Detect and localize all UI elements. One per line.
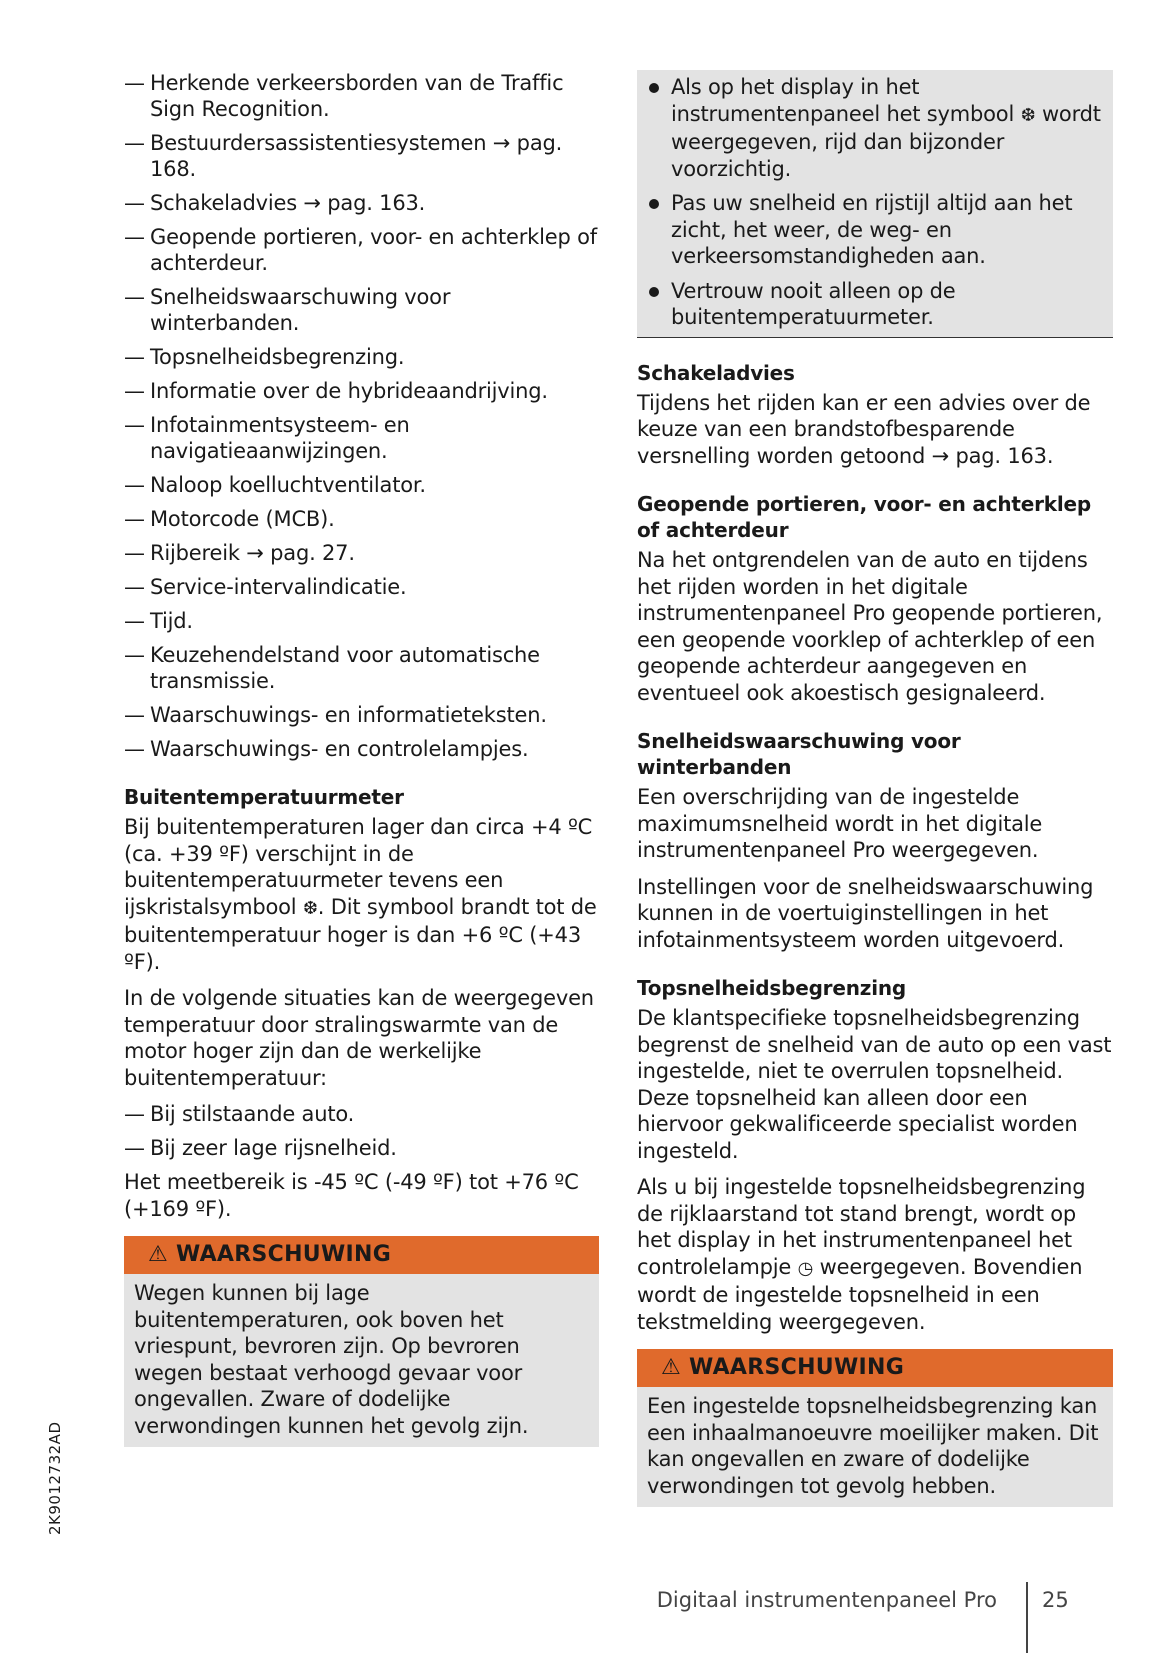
bullet-icon xyxy=(649,287,659,297)
footer-divider xyxy=(1026,1582,1028,1653)
list-item: — Bestuurdersassistentiesystemen → pag. 168. xyxy=(124,130,599,182)
outside-temp-heading: Buitentemperatuurmeter xyxy=(124,785,404,809)
list-item: — Infotainmentsysteem- en navigatieaanwijzingen. xyxy=(124,412,599,464)
list-item: — Waarschuwings- en controlelampjes. xyxy=(124,736,599,762)
list-item: — Topsnelheidsbegrenzing. xyxy=(124,344,599,370)
list-item: — Rijbereik → pag. 27. xyxy=(124,540,599,566)
top-speed-heading: Topsnelheidsbegrenzing xyxy=(637,976,906,1000)
warning-triangle-icon: ⚠ xyxy=(148,1242,169,1267)
list-item: — Snelheidswaarschuwing voor winterbanden. xyxy=(124,284,599,336)
outside-temp-paragraph-3: Het meetbereik is -45 ºC (-49 ºF) tot +76 ºC (+169 ºF). xyxy=(124,1170,579,1221)
top-speed-paragraph-1: De klantspecifieke topsnelheidsbegrenzing begrenst de snelheid van de auto op een vast ingestelde, niet te overrulen topsnelheid. Deze topsnelheid kan alleen door een hiervoor gekwalificeerde specialist worden ingesteld. xyxy=(637,1006,1112,1163)
shift-advice-text: Tijdens het rijden kan er een advies over de keuze van een brandstofbesparende versnelling worden getoond → pag. 163. xyxy=(637,390,1091,468)
list-item: — Bij stilstaande auto. xyxy=(124,1101,599,1127)
list-item: — Service-intervalindicatie. xyxy=(124,574,599,600)
conditions-list xyxy=(124,1101,599,1161)
warning-box-ice xyxy=(124,1236,599,1447)
list-item: — Naloop koelluchtventilator. xyxy=(124,472,599,498)
list-item: — Informatie over de hybrideaandrijving. xyxy=(124,378,599,404)
list-item: — Bij zeer lage rijsnelheid. xyxy=(124,1135,599,1161)
page-number: 25 xyxy=(1042,1588,1069,1612)
bullet-icon xyxy=(649,83,659,93)
list-item: — Herkende verkeersborden van de Traffic Sign Recognition. xyxy=(124,70,599,122)
note-item: Als op het display in het instrumentenpaneel het symbool ❆ wordt weergegeven, rijd dan bijzonder voorzichtig. xyxy=(647,74,1105,182)
open-doors-heading: Geopende portieren, voor- en achterklep of achterdeur xyxy=(637,492,1092,542)
note-item: Vertrouw nooit alleen op de buitentemperatuurmeter. xyxy=(647,278,1105,331)
open-doors-text: Na het ontgrendelen van de auto en tijdens het rijden worden in het digitale instrumentenpaneel Pro geopende portieren, een geopende voorklep of achterklep of een geopende achterdeur aangegeven en eventueel ook akoestisch gesignaleerd. xyxy=(637,548,1103,705)
warning-text: Een ingestelde topsnelheidsbegrenzing kan een inhaalmanoeuvre moeilijker maken. Dit kan ongevallen en zware of dodelijke verwondingen tot gevolg hebben. xyxy=(647,1394,1099,1498)
list-item: — Keuzehendelstand voor automatische transmissie. xyxy=(124,642,599,694)
left-column xyxy=(124,70,599,1447)
shift-advice-heading: Schakeladvies xyxy=(637,360,795,385)
outside-temp-paragraph-1: Bij buitentemperaturen lager dan circa +4 ºC (ca. +39 ºF) verschijnt in de buitentemperatuurmeter tevens een ijskristalsymbool ❆. Dit symbool brandt tot de buitentemperatuur hoger is dan +6 ºC (+43 ºF). xyxy=(124,815,597,974)
safety-note-box xyxy=(637,70,1113,338)
right-column xyxy=(637,70,1113,1507)
document-code: 2K9012732AD xyxy=(46,1421,64,1535)
snowflake-icon: ❆ xyxy=(1020,104,1036,126)
winter-speed-paragraph-1: Een overschrijding van de ingestelde maximumsnelheid wordt in het digitale instrumentenpaneel Pro weergegeven. xyxy=(637,785,1043,862)
list-item: — Tijd. xyxy=(124,608,599,634)
list-item: — Waarschuwings- en informatieteksten. xyxy=(124,702,599,728)
outside-temp-paragraph-2: In de volgende situaties kan de weergegeven temperatuur door stralingswarmte van de motor hoger zijn dan de werkelijke buitentemperatuur: xyxy=(124,986,594,1090)
speed-limiter-icon: ◷ xyxy=(797,1257,814,1279)
snowflake-icon: ❆ xyxy=(302,897,318,919)
winter-speed-paragraph-2: Instellingen voor de snelheidswaarschuwing kunnen in de voertuiginstellingen in het infotainmentsysteem worden uitgevoerd. xyxy=(637,874,1094,952)
display-items-list xyxy=(124,70,599,762)
warning-text: Wegen kunnen bij lage buitentemperaturen, ook boven het vriespunt, bevroren zijn. Op bevroren wegen bestaat verhoogd gevaar voor ongevallen. Zware of dodelijke verwondingen kunnen het gevolg zijn. xyxy=(134,1281,529,1438)
note-item: Pas uw snelheid en rijstijl altijd aan het zicht, het weer, de weg- en verkeersomstandigheden aan. xyxy=(647,190,1105,270)
top-speed-paragraph-2: Als u bij ingestelde topsnelheidsbegrenzing de rijklaarstand tot stand brengt, wordt op het display in het instrumentenpaneel het controlelampje ◷ weergegeven. Bovendien wordt de ingestelde topsnelheid in een tekstmelding weergegeven. xyxy=(637,1175,1086,1334)
bullet-icon xyxy=(649,199,659,209)
warning-header: ⚠ WAARSCHUWING xyxy=(124,1236,599,1274)
list-item: — Motorcode (MCB). xyxy=(124,506,599,532)
winter-speed-heading: Snelheidswaarschuwing voor winterbanden xyxy=(637,729,961,779)
warning-header: ⚠ WAARSCHUWING xyxy=(637,1349,1113,1387)
warning-triangle-icon: ⚠ xyxy=(661,1355,682,1380)
list-item: — Geopende portieren, voor- en achterklep of achterdeur. xyxy=(124,224,599,276)
footer-chapter-title: Digitaal instrumentenpaneel Pro xyxy=(656,1588,997,1612)
warning-box-top-speed xyxy=(637,1349,1113,1507)
list-item: — Schakeladvies → pag. 163. xyxy=(124,190,599,216)
